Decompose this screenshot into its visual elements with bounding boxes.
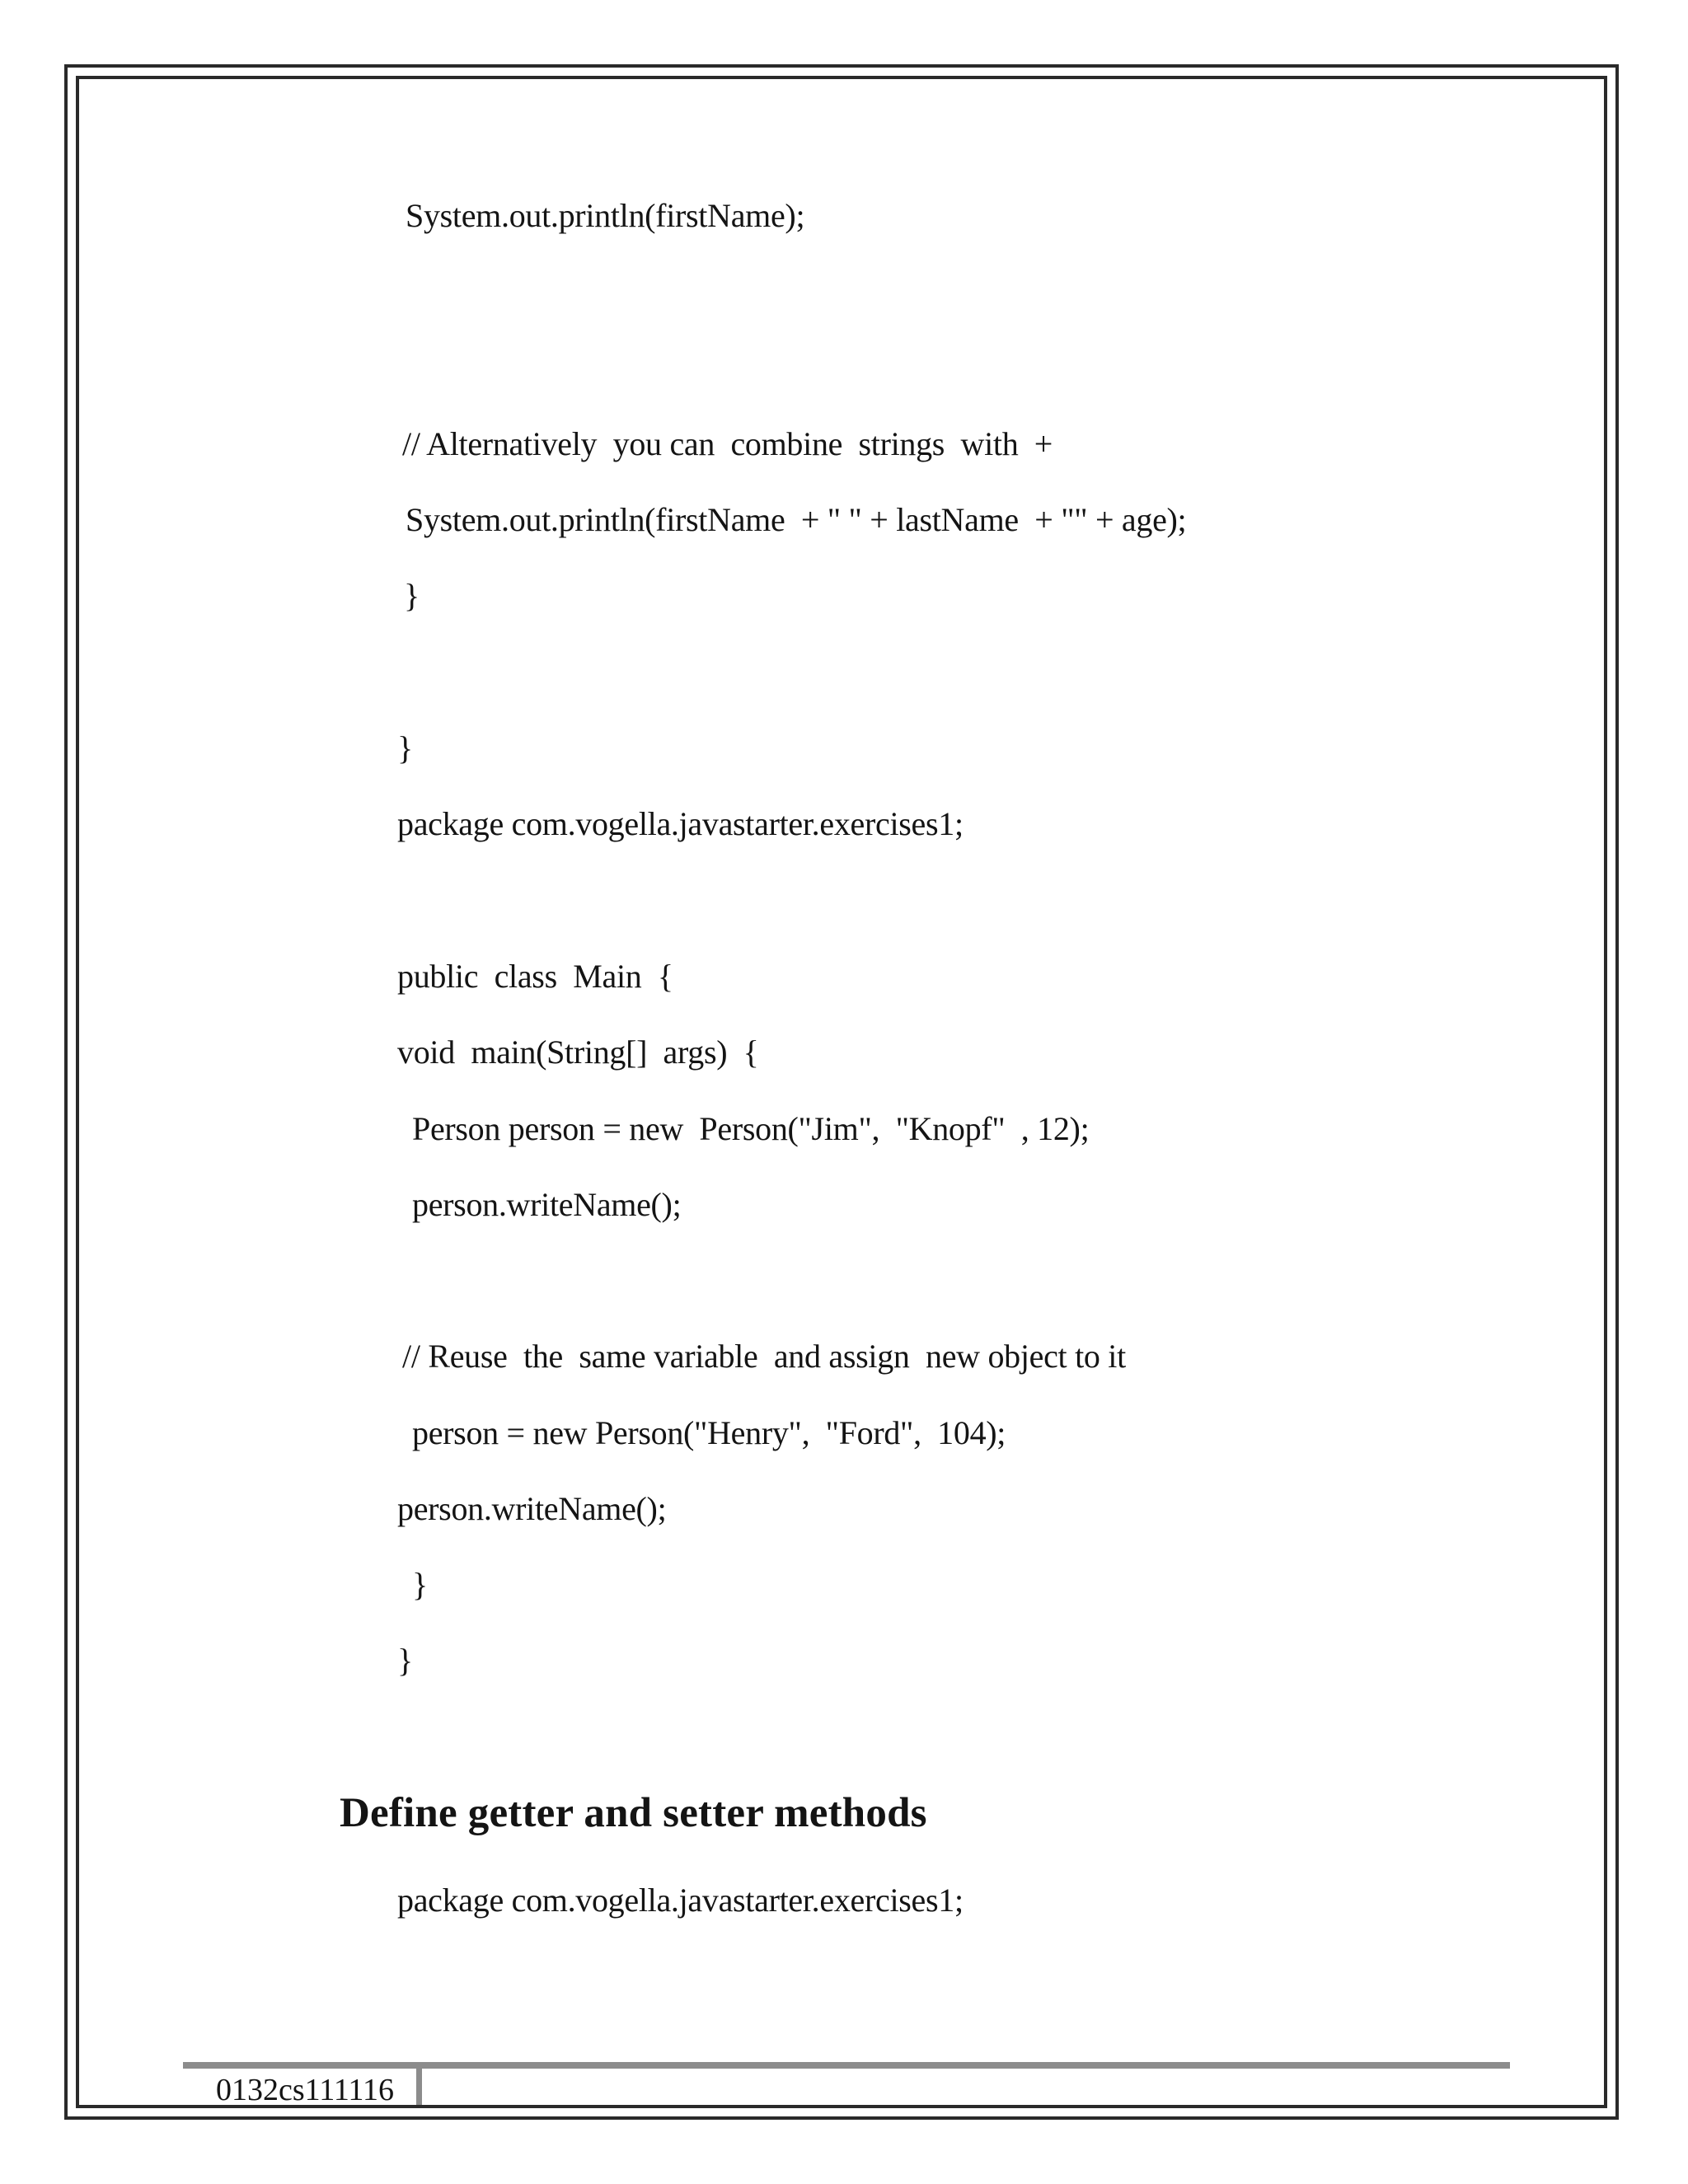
code-comment: // Reuse the same variable and assign new object to it	[402, 1338, 1126, 1375]
code-line: package com.vogella.javastarter.exercises1;	[397, 1882, 964, 1919]
code-comment: // Alternatively you can combine strings with +	[402, 425, 1053, 462]
code-line: }	[397, 729, 413, 766]
code-line: }	[412, 1566, 428, 1603]
code-line: void main(String[] args) {	[397, 1033, 759, 1071]
code-line: Person person = new Person("Jim", "Knopf" , 12);	[412, 1110, 1090, 1147]
code-line: System.out.println(firstName + " " + lastName + "" + age);	[406, 501, 1187, 538]
code-line: }	[397, 1642, 413, 1679]
code-line: person.writeName();	[412, 1186, 682, 1223]
code-line: System.out.println(firstName);	[406, 197, 805, 234]
code-line: public class Main {	[397, 958, 673, 995]
code-line: person.writeName();	[397, 1490, 667, 1527]
section-heading: Define getter and setter methods	[340, 1790, 927, 1836]
footer-divider	[416, 2067, 422, 2105]
footer-rule	[183, 2062, 1510, 2069]
code-line: }	[404, 577, 420, 614]
footer-document-id: 0132cs111116	[216, 2073, 395, 2107]
code-line: person = new Person("Henry", "Ford", 104);	[412, 1414, 1006, 1451]
code-line: package com.vogella.javastarter.exercises1;	[397, 805, 964, 842]
